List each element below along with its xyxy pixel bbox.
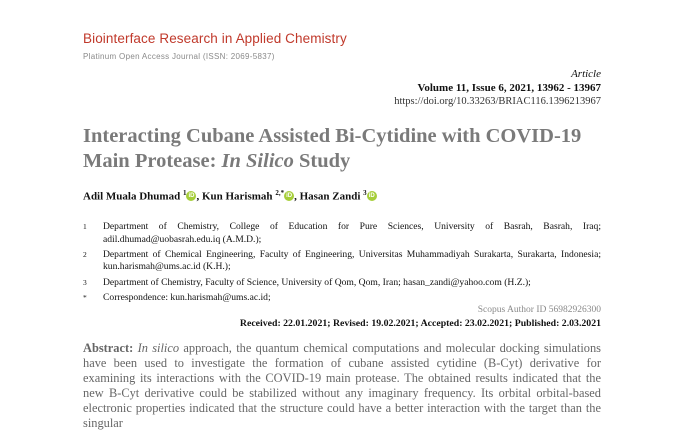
affiliation-text: Department of Chemical Engineering, Faculty of Engineering, Universitas Muhammadiyah Surakarta, Surakarta, Indonesia; kun.harismah@ums.ac.id (K.H.); — [103, 248, 601, 273]
title-line-2-suffix: Study — [293, 150, 351, 172]
affiliation-number: 1 — [83, 222, 87, 231]
abstract — [83, 341, 601, 431]
author-name: Adil Muala Dhumad — [83, 190, 183, 203]
scopus-author-id: Scopus Author ID 56982926300 — [477, 305, 601, 315]
abstract-italic-start: In silico — [137, 341, 180, 355]
orcid-icon[interactable]: iD — [368, 192, 375, 199]
affiliation-list — [83, 221, 601, 307]
orcid-icon[interactable]: iD — [188, 192, 195, 199]
affiliation-item — [83, 277, 601, 290]
doi-link[interactable]: https://doi.org/10.33263/BRIAC116.1396213967 — [394, 96, 601, 107]
affiliation-item — [83, 221, 601, 246]
affiliation-item — [83, 249, 601, 274]
author-list — [83, 189, 377, 203]
journal-subtitle: Platinum Open Access Journal (ISSN: 2069-5837) — [83, 52, 275, 61]
title-line-1: Interacting Cubane Assisted Bi-Cytidine with COVID-19 — [83, 125, 582, 147]
journal-name: Biointerface Research in Applied Chemistry — [83, 31, 347, 46]
article-title — [83, 124, 603, 174]
affiliation-item — [83, 292, 601, 305]
title-line-2-prefix: Main Protease: — [83, 150, 222, 172]
orcid-icon[interactable]: iD — [286, 192, 293, 199]
abstract-text: approach, the quantum chemical computations and molecular docking simulations have been used to investigate the formation of cubane assisted cytidine (B-Cyt) derivative for examining its interactions with the COVID-19 main protease. The obtained results indicated that the new B-Cyt derivative could be stabilized without any imaginary frequency. Its orbital orbital-based electronic properties indicated that the structure could have a better interaction with the target than the singular — [83, 341, 601, 430]
publication-dates: Received: 22.01.2021; Revised: 19.02.2021; Accepted: 23.02.2021; Published: 2.03.2021 — [239, 318, 601, 329]
author-affiliation-mark: 1 — [182, 189, 187, 197]
author-affiliation-mark: 3 — [363, 189, 367, 197]
affiliation-text: Correspondence: kun.harismah@ums.ac.id; — [103, 291, 271, 303]
author-separator: , — [196, 190, 202, 203]
affiliation-text: Department of Chemistry, Faculty of Science, University of Qom, Qom, Iran; hasan_zandi@yahoo.com (H.Z.); — [103, 276, 531, 288]
affiliation-number: 2 — [83, 249, 87, 259]
author-name: Kun Harismah — [201, 190, 276, 203]
article-type: Article — [571, 68, 601, 80]
abstract-label: Abstract: — [83, 341, 134, 355]
author-affiliation-mark: 2,* — [275, 189, 285, 197]
title-line-2-italic: In Silico — [221, 150, 294, 172]
author-name: Hasan Zandi — [299, 190, 364, 203]
affiliation-text: Department of Chemistry, College of Education for Pure Sciences, University of Basrah, Basrah, Iraq; adil.dhumad@uobasrah.edu.iq (A.M.D.); — [103, 221, 601, 245]
affiliation-number: * — [83, 292, 87, 302]
volume-line: Volume 11, Issue 6, 2021, 13962 - 13967 — [417, 82, 601, 94]
affiliation-number: 3 — [83, 277, 87, 287]
author-separator: , — [294, 190, 300, 203]
